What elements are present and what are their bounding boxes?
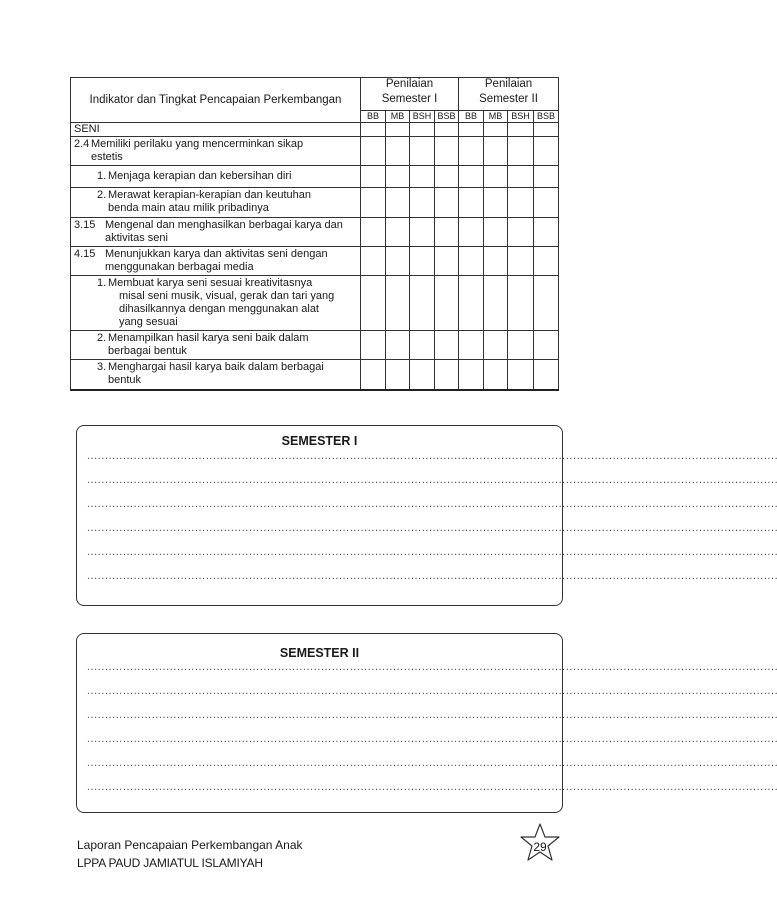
check-cell[interactable] [386, 331, 410, 360]
semester-2-notes-title: SEMESTER II [279, 646, 360, 660]
indicator-number: 2. [97, 189, 107, 201]
semester-1-notes-box[interactable] [76, 425, 777, 606]
check-cell[interactable] [484, 331, 508, 360]
table-row [71, 276, 559, 331]
check-cell[interactable] [508, 247, 534, 276]
check-cell[interactable] [386, 247, 410, 276]
indicator-text: Merawat kerapian-kerapian dan keutuhan [108, 189, 312, 201]
header-semester-1 [361, 78, 459, 111]
check-cell[interactable] [361, 360, 386, 390]
check-cell[interactable] [386, 360, 410, 390]
dotted-line[interactable]: ................................................................................................................................................................................................ [86, 688, 777, 697]
check-cell[interactable] [410, 188, 435, 218]
level-bsh: BSH [508, 111, 534, 123]
check-cell[interactable] [410, 137, 435, 166]
dotted-line[interactable]: ................................................................................................................................................................................................ [86, 784, 777, 793]
level-bsb: BSB [435, 111, 459, 123]
check-cell[interactable] [435, 188, 459, 218]
check-cell[interactable] [534, 360, 559, 390]
check-cell[interactable] [435, 360, 459, 390]
check-cell[interactable] [534, 137, 559, 166]
check-cell[interactable] [435, 247, 459, 276]
check-cell[interactable] [459, 137, 484, 166]
dotted-line[interactable]: ................................................................................................................................................................................................ [86, 525, 777, 534]
check-cell[interactable] [435, 137, 459, 166]
check-cell[interactable] [361, 276, 386, 331]
level-bb: BB [361, 111, 386, 123]
indicator-number: 2.4 [74, 138, 90, 150]
semester-2-subtitle: Semester II [479, 93, 538, 105]
check-cell[interactable] [459, 360, 484, 390]
indicator-cell [71, 166, 361, 188]
indicator-text: menggunakan berbagai media [105, 261, 254, 273]
check-cell[interactable] [484, 218, 508, 247]
footer-report-title: Laporan Pencapaian Perkembangan Anak [77, 838, 303, 852]
indicator-text: benda main atau milik pribadinya [108, 202, 269, 214]
semester-1-subtitle: Semester I [381, 93, 438, 105]
semester-2-notes-box[interactable] [76, 633, 777, 813]
table-row [71, 247, 559, 276]
check-cell[interactable] [435, 218, 459, 247]
indicator-cell [71, 137, 361, 166]
dotted-line[interactable]: ................................................................................................................................................................................................ [86, 477, 777, 486]
header-indicator: Indikator dan Tingkat Pencapaian Perkembangan [71, 78, 361, 123]
page-number: 29 [533, 840, 547, 854]
check-cell[interactable] [508, 360, 534, 390]
indicator-number: 4.15 [74, 248, 96, 260]
table-row [71, 137, 559, 166]
indicator-text: Menghargai hasil karya baik dalam berbagai [108, 361, 324, 373]
indicator-cell [71, 360, 361, 390]
indicator-cell [71, 276, 361, 331]
check-cell[interactable] [386, 218, 410, 247]
level-mb: MB [484, 111, 508, 123]
check-cell[interactable] [361, 188, 386, 218]
indicator-cell [71, 247, 361, 276]
assessment-table [70, 77, 559, 391]
page-number-badge [518, 822, 562, 868]
level-bb: BB [459, 111, 484, 123]
indicator-number: 1. [97, 170, 107, 182]
check-cell[interactable] [361, 166, 386, 188]
level-bsh: BSH [410, 111, 435, 123]
indicator-text: Menampilkan hasil karya seni baik dalam [108, 332, 309, 344]
check-cell[interactable] [484, 166, 508, 188]
check-cell[interactable] [435, 331, 459, 360]
check-cell[interactable] [361, 218, 386, 247]
check-cell[interactable] [459, 166, 484, 188]
indicator-cell [71, 188, 361, 218]
check-cell[interactable] [410, 166, 435, 188]
header-semester-2 [459, 78, 559, 111]
dotted-line[interactable]: ................................................................................................................................................................................................ [86, 736, 777, 745]
indicator-text: Memiliki perilaku yang mencerminkan sikap [91, 138, 304, 150]
dotted-line[interactable]: ................................................................................................................................................................................................ [86, 712, 777, 721]
dotted-line[interactable]: ................................................................................................................................................................................................ [86, 664, 777, 673]
check-cell[interactable] [386, 137, 410, 166]
check-cell[interactable] [386, 166, 410, 188]
semester-1-notes-title: SEMESTER I [281, 434, 358, 448]
indicator-number: 3. [97, 361, 107, 373]
check-cell[interactable] [534, 276, 559, 331]
semester-2-label: Penilaian [484, 78, 533, 90]
check-cell[interactable] [484, 137, 508, 166]
table-row [71, 331, 559, 360]
indicator-text: aktivitas seni [105, 232, 168, 244]
check-cell[interactable] [484, 247, 508, 276]
check-cell[interactable] [410, 331, 435, 360]
indicator-text: estetis [91, 151, 123, 163]
check-cell[interactable] [410, 218, 435, 247]
dotted-line[interactable]: ................................................................................................................................................................................................ [86, 453, 777, 462]
check-cell[interactable] [386, 276, 410, 331]
check-cell[interactable] [508, 188, 534, 218]
check-cell[interactable] [484, 188, 508, 218]
check-cell[interactable] [435, 276, 459, 331]
check-cell[interactable] [508, 137, 534, 166]
indicator-text: berbagai bentuk [108, 345, 187, 357]
indicator-number: 2. [97, 332, 107, 344]
check-cell[interactable] [410, 360, 435, 390]
check-cell[interactable] [410, 247, 435, 276]
check-cell[interactable] [508, 331, 534, 360]
dotted-line[interactable]: ................................................................................................................................................................................................ [86, 549, 777, 558]
indicator-text: yang sesuai [119, 316, 178, 328]
check-cell[interactable] [484, 276, 508, 331]
check-cell[interactable] [534, 331, 559, 360]
level-mb: MB [386, 111, 410, 123]
check-cell[interactable] [435, 166, 459, 188]
check-cell[interactable] [361, 331, 386, 360]
footer-school-name: LPPA PAUD JAMIATUL ISLAMIYAH [77, 856, 263, 870]
indicator-text: misal seni musik, visual, gerak dan tari yang [119, 290, 335, 302]
check-cell[interactable] [534, 218, 559, 247]
indicator-cell [71, 218, 361, 247]
section-title: SENI [71, 123, 361, 137]
check-cell[interactable] [459, 276, 484, 331]
indicator-text: Mengenal dan menghasilkan berbagai karya dan [105, 219, 343, 231]
indicator-text: Membuat karya seni sesuai kreativitasnya [108, 277, 313, 289]
check-cell[interactable] [361, 137, 386, 166]
check-cell[interactable] [361, 247, 386, 276]
semester-1-label: Penilaian [385, 78, 434, 90]
check-cell[interactable] [459, 188, 484, 218]
check-cell[interactable] [484, 360, 508, 390]
dotted-line[interactable]: ................................................................................................................................................................................................ [86, 760, 777, 769]
indicator-cell [71, 331, 361, 360]
check-cell[interactable] [534, 188, 559, 218]
table-row [71, 166, 559, 188]
check-cell[interactable] [508, 218, 534, 247]
indicator-text: bentuk [108, 374, 142, 386]
table-row [71, 188, 559, 218]
indicator-number: 1. [97, 277, 107, 289]
check-cell[interactable] [534, 166, 559, 188]
check-cell[interactable] [459, 331, 484, 360]
footer [77, 836, 303, 872]
check-cell[interactable] [508, 166, 534, 188]
indicator-text: Menunjukkan karya dan aktivitas seni dengan [105, 248, 328, 260]
check-cell[interactable] [459, 247, 484, 276]
check-cell[interactable] [410, 276, 435, 331]
indicator-text: dihasilkannya dengan menggunakan alat [119, 303, 319, 315]
dotted-line[interactable]: ................................................................................................................................................................................................ [86, 501, 777, 510]
check-cell[interactable] [386, 188, 410, 218]
check-cell[interactable] [508, 276, 534, 331]
check-cell[interactable] [534, 247, 559, 276]
indicator-text: Menjaga kerapian dan kebersihan diri [108, 170, 292, 182]
indicator-number: 3.15 [74, 219, 96, 231]
check-cell[interactable] [459, 218, 484, 247]
table-row [71, 360, 559, 390]
table-row [71, 218, 559, 247]
dotted-line[interactable]: ................................................................................................................................................................................................ [86, 573, 777, 582]
level-bsb: BSB [534, 111, 559, 123]
